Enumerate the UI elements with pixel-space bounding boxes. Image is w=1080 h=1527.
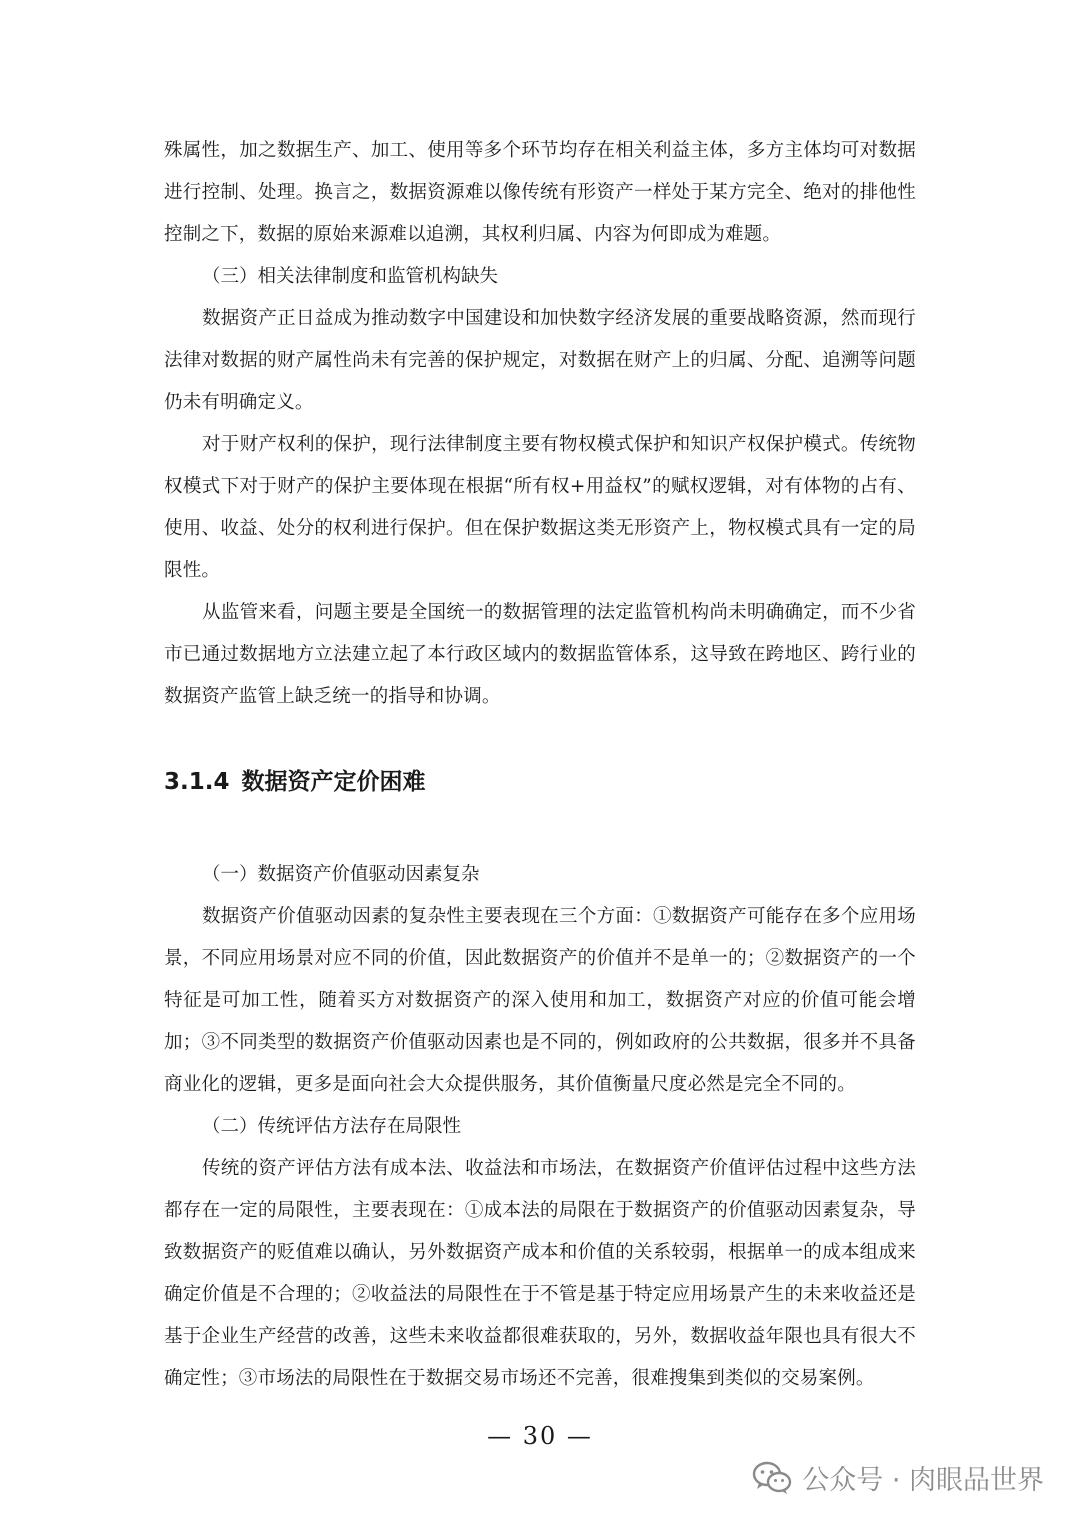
subsection-heading: （三）相关法律制度和监管机构缺失 [202, 266, 499, 287]
body-paragraph-continued: 殊属性，加之数据生产、加工、使用等多个环节均存在相关利益主体，多方主体均可对数据进行控制、处理。换言之，数据资源难以像传统有形资产一样处于某方完全、绝对的排他性控制之下，数据的原始来源难以追溯，其权利归属、内容为何即成为难题。 [164, 140, 916, 245]
body-paragraph: 传统的资产评估方法有成本法、收益法和市场法，在数据资产价值评估过程中这些方法都存在一定的局限性，主要表现在：①成本法的局限在于数据资产的价值驱动因素复杂，导致数据资产的贬值难以确认，另外数据资产成本和价值的关系较弱，根据单一的成本组成来确定价值是不合理的；②收益法的局限性在于不管是基于特定应用场景产生的未来收益还是基于企业生产经营的改善，这些未来收益都很难获取的，另外，数据收益年限也具有很大不确定性；③市场法的局限性在于数据交易市场还不完善，很难搜集到类似的交易案例。 [164, 1158, 916, 1389]
subsection-heading: （二）传统评估方法存在局限性 [202, 1116, 462, 1137]
watermark-text: 公众号 · 肉眼品世界 [802, 1465, 1044, 1496]
paragraphs-top [164, 130, 916, 718]
body-paragraph: 对于财产权利的保护，现行法律制度主要有物权模式保护和知识产权保护模式。传统物权模式下对于财产的保护主要体现在根据“所有权+用益权”的赋权逻辑，对有体物的占有、使用、收益、处分的权利进行保护。但在保护数据这类无形资产上，物权模式具有一定的局限性。 [164, 434, 916, 581]
body-paragraph: 从监管来看，问题主要是全国统一的数据管理的法定监管机构尚未明确确定，而不少省市已通过数据地方立法建立起了本行政区域内的数据监管体系，这导致在跨地区、跨行业的数据资产监管上缺乏统一的指导和协调。 [164, 602, 916, 707]
subsection-heading: （一）数据资产价值驱动因素复杂 [202, 864, 480, 885]
paragraphs-bottom [164, 854, 916, 1400]
section-number: 3.1.4 [164, 769, 230, 795]
body-paragraph: 数据资产价值驱动因素的复杂性主要表现在三个方面：①数据资产可能存在多个应用场景，不同应用场景对应不同的价值，因此数据资产的价值并不是单一的；②数据资产的一个特征是可加工性，随着买方对数据资产的深入使用和加工，数据资产对应的价值可能会增加；③不同类型的数据资产价值驱动因素也是不同的，例如政府的公共数据，很多并不具备商业化的逻辑，更多是面向社会大众提供服务，其价值衡量尺度必然是完全不同的。 [164, 906, 916, 1095]
watermark [752, 1458, 1044, 1497]
wechat-icon [752, 1461, 792, 1495]
page-number: — 30 — [487, 1422, 593, 1450]
section-title-text: 数据资产定价困难 [241, 769, 426, 795]
page-content [164, 130, 916, 1400]
body-paragraph: 数据资产正日益成为推动数字中国建设和加快数字经济发展的重要战略资源，然而现行法律对数据的财产属性尚未有完善的保护规定，对数据在财产上的归属、分配、追溯等问题仍未有明确定义。 [164, 308, 916, 413]
section-heading [164, 762, 916, 802]
